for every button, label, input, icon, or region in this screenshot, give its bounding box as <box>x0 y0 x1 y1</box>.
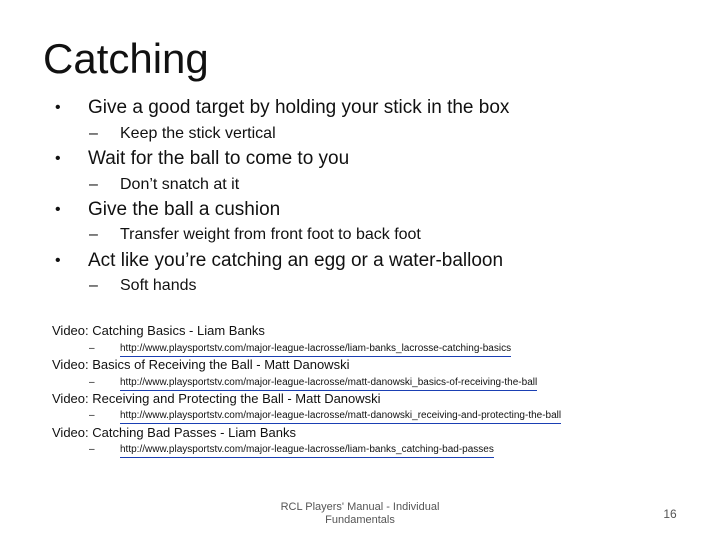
video-link-item <box>0 409 720 423</box>
sub-bullet-item <box>0 224 720 246</box>
video-link-item <box>0 376 720 390</box>
dash-icon: – <box>89 444 95 455</box>
sub-bullet-item <box>0 174 720 196</box>
bullet-text: Wait for the ball to come to you <box>88 148 350 169</box>
bullet-item <box>0 96 720 124</box>
video-link[interactable]: http://www.playsportstv.com/major-league-lacrosse/liam-banks_catching-bad-passes <box>120 443 494 458</box>
dash-icon: – <box>89 377 95 388</box>
video-link[interactable]: http://www.playsportstv.com/major-league-lacrosse/liam-banks_lacrosse-catching-basics <box>120 342 511 357</box>
video-link[interactable]: http://www.playsportstv.com/major-league-lacrosse/matt-danowski_basics-of-receiving-the-ball <box>120 376 537 391</box>
dash-icon: – <box>89 176 98 193</box>
footer-line: RCL Players' Manual - Individual <box>280 501 440 513</box>
dash-icon: – <box>89 125 98 142</box>
bullet-text: Give the ball a cushion <box>88 199 281 220</box>
bullet-text: Give a good target by holding your stick in the box <box>88 97 510 118</box>
bullet-icon: • <box>55 252 61 269</box>
bullet-item <box>0 249 720 277</box>
video-title: Video: Catching Bad Passes - Liam Banks <box>52 425 297 440</box>
video-link-item <box>0 443 720 457</box>
sub-bullet-item <box>0 123 720 145</box>
video-title: Video: Basics of Receiving the Ball - Matt Danowski <box>52 357 350 372</box>
bullet-icon: • <box>55 99 61 116</box>
bullet-item <box>0 198 720 226</box>
video-title: Video: Receiving and Protecting the Ball - Matt Danowski <box>52 391 381 406</box>
bullet-icon: • <box>55 201 61 218</box>
slide-title: Catching <box>43 35 209 82</box>
video-title: Video: Catching Basics - Liam Banks <box>52 323 265 338</box>
footer <box>270 501 450 527</box>
sub-bullet-text: Keep the stick vertical <box>120 125 276 142</box>
sub-bullet-item <box>0 275 720 297</box>
bullet-text: Act like you’re catching an egg or a water-balloon <box>88 250 504 271</box>
page-number: 16 <box>663 507 677 521</box>
dash-icon: – <box>89 410 95 421</box>
sub-bullet-text: Soft hands <box>120 277 197 294</box>
bullet-icon: • <box>55 150 61 167</box>
footer-line: Fundamentals <box>325 514 395 526</box>
bullet-item <box>0 147 720 175</box>
sub-bullet-text: Don’t snatch at it <box>120 176 240 193</box>
sub-bullet-text: Transfer weight from front foot to back foot <box>120 226 421 243</box>
video-link[interactable]: http://www.playsportstv.com/major-league-lacrosse/matt-danowski_receiving-and-protecting-the-ball <box>120 409 561 424</box>
dash-icon: – <box>89 277 98 294</box>
dash-icon: – <box>89 343 95 354</box>
dash-icon: – <box>89 226 98 243</box>
video-link-item <box>0 342 720 356</box>
